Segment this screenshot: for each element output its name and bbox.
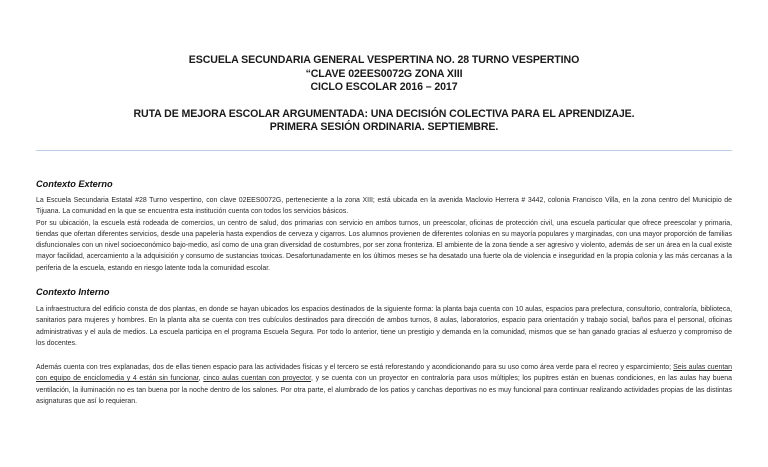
externo-text (36, 195, 732, 274)
document-header (0, 54, 768, 135)
interno-paragraph-1: La infraestructura del edificio consta de dos plantas, en donde se hayan ubicados los espacios destinados de la siguiente forma: la planta baja cuenta con 10 aulas, espacios para prefectura, consultorio, contraloría, biblioteca, sanitarios para mujeres y hombres. En la planta alta se cuenta con tres cubículos destinados para dirección de ambos turnos, 8 aulas, laboratorios, espacio para orientación y trabajo social, baños para el personal, oficinas administrativas y el aula de medios. La escuela participa en el programa Escuela Segura. Por todo lo anterior, tiene un prestigio y demanda en la comunidad, mismos que se han ganado gracias al esfuerzo y compromiso de los docentes. (36, 306, 732, 347)
header-divider (36, 150, 732, 151)
document-title: RUTA DE MEJORA ESCOLAR ARGUMENTADA: UNA DECISIÓN COLECTIVA PARA EL APRENDIZAJE. (133, 107, 635, 120)
interno-paragraph-2: Además cuenta con tres explanadas, dos de ellas tienen espacio para las actividades físicas y el tercero se está reforestando y acondicionando para su uso como área verde para el recreo y esparcimiento; Seis aulas cuentan con equipo de enciclomedia y 4 están sin funcionar, cinco aulas cuentan con proyector, y se cuenta con un proyector en contraloría para usos múltiples; los pupitres están en buenas condiciones, en las aulas hay buena ventilación, la iluminación no es tan buena por la noche dentro de los salones. Por otra parte, el alumbrado de los patios y canchas deportivas no es muy funcional para continuar realizando actividades propias de las distintas asignaturas que así lo requieran. (36, 364, 733, 405)
externo-paragraph-1: La Escuela Secundaria Estatal #28 Turno vespertino, con clave 02EES0072G, perteneciente a la zona XIII; está ubicada en la avenida Maclovio Herrera # 3442, colonia Francisco Villa, en la zona centro del Municipio de Tijuana. La comunidad en la que se encuentra esta institución cuenta con todos los servicios básicos. (36, 197, 732, 216)
school-key: “CLAVE 02EES0072G ZONA XIII (305, 67, 463, 80)
school-cycle: CICLO ESCOLAR 2016 – 2017 (310, 81, 458, 93)
underlined-enciclomedia: Seis aulas cuentan con equipo de enciclomedia y 4 están sin funcionar (36, 364, 733, 383)
section-title-interno: Contexto Interno (36, 287, 110, 297)
underlined-proyector: cinco aulas cuentan con proyector (203, 375, 311, 383)
school-name: ESCUELA SECUNDARIA GENERAL VESPERTINA NO. 28 TURNO VESPERTINO (188, 54, 580, 66)
section-title-externo: Contexto Externo (36, 179, 113, 189)
session-title: PRIMERA SESIÓN ORDINARIA. SEPTIEMBRE. (269, 121, 499, 133)
externo-paragraph-2: Por su ubicación, la escuela está rodeada de comercios, un centro de salud, dos primarias con servicio en ambos turnos, un preescolar, oficinas de protección civil, una escuela particular que ofrece preescolar y primaria, tiendas que ofertan diferentes servicios, desde una papelería hasta expendios de cerveza y cigarros. Los alumnos provienen de diferentes colonias en su mayoría populares y marginadas, con una mayor proporción de familias disfuncionales con un nivel socioeconómico bajo-medio, así como de una gran diversidad de costumbres, por ser zona fronteriza. El ambiente de la zona tiende a ser agresivo y violento, además de ser un área en la cual existe mayor facilidad, acercamiento a la adquisición y consumo de sustancias toxicas. Desafortunadamente en los últimos meses se ha desatado una fuerte ola de violencia e inseguridad en la propia colonia y las más cercanas a la periferia de la escuela, estando en riesgo latente toda la comunidad escolar. (36, 219, 732, 272)
